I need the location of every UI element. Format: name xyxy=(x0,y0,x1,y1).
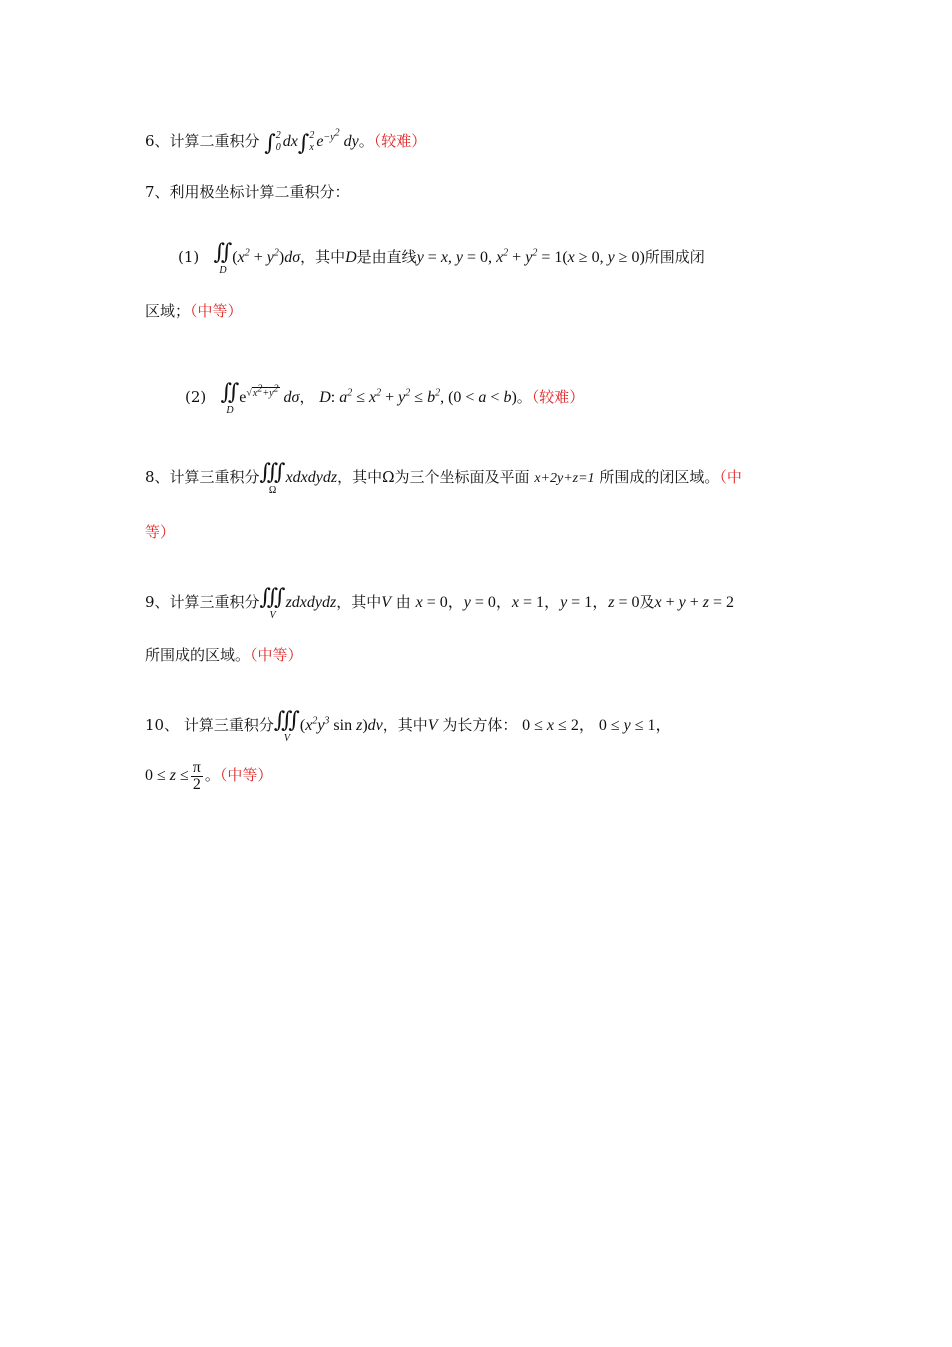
question-7-part-1 xyxy=(178,240,705,276)
q8-triple-integral: ∭ Ω xyxy=(259,459,286,496)
question-10-line-2 xyxy=(145,760,272,793)
q9-and: 及 xyxy=(639,593,655,611)
q6-prefix: 6、计算二重积分 xyxy=(145,132,260,150)
q10-difficulty-tag: （中等） xyxy=(219,766,273,785)
question-10 xyxy=(145,708,672,744)
q7-p2-label: (2) xyxy=(185,388,207,406)
q8-mid: ，其中Ω为三个坐标面及平面 xyxy=(337,468,530,486)
q7-p2-double-integral: ∬ D xyxy=(220,379,240,416)
q7-p1-d: D xyxy=(345,249,357,266)
question-9 xyxy=(145,585,734,621)
q6-end: 。 xyxy=(358,132,374,150)
q6-difficulty-tag: （较难） xyxy=(373,132,427,150)
q10-bounds-xy: 0 ≤ x ≤ 2， 0 ≤ y ≤ 1， xyxy=(522,717,672,734)
q10-triple-integral: ∭ V xyxy=(273,707,300,744)
q8-plane: x+2y+z=1 xyxy=(534,471,595,486)
q9-mid: ，其中 xyxy=(336,593,382,611)
q9-plane: x + y + z = 2 xyxy=(654,594,735,611)
q7-p2-condition: : $a^2 \le x^2 + y^2 \le b^2$, (0 < a < b) xyxy=(330,387,517,406)
q8-difficulty-tag-1: （中 xyxy=(719,468,742,486)
q10-mid: ，其中 xyxy=(382,716,428,734)
question-9-line-2 xyxy=(145,644,303,666)
q8-prefix: 8、计算三重积分 xyxy=(145,468,260,486)
q10-prefix: 10、 计算三重积分 xyxy=(145,716,274,734)
question-7-part-1-line-2 xyxy=(145,300,243,322)
q9-line2: 所围成的区域。 xyxy=(145,646,251,664)
q7-p1-label: (1) xyxy=(178,248,200,266)
q10-rest: 为长方体： xyxy=(442,716,518,734)
question-8 xyxy=(145,460,742,496)
q9-bounds: x = 0，y = 0，x = 1，y = 1，z = 0 xyxy=(415,594,640,611)
q8-integrand: xdxdydz xyxy=(285,469,338,486)
q9-v: V xyxy=(381,594,392,611)
q10-bounds-z: 0 ≤ z ≤ $\frac{\pi}{2}$ xyxy=(145,759,201,793)
q10-v: V xyxy=(427,717,438,734)
question-6 xyxy=(145,127,427,156)
question-7-part-2 xyxy=(185,380,584,416)
q6-integral-expression: ∫ 2 0 dx∫ 2 x $e^{-y^2}$ dy xyxy=(264,127,359,156)
q7-p1-line2: 区域； xyxy=(145,302,191,320)
q10-integrand: ($x^2y^3$ sin z)dv xyxy=(299,715,383,734)
q7-p2-domain: D xyxy=(319,389,331,406)
question-7-title: 7、利用极坐标计算二重积分： xyxy=(145,183,350,201)
q7-p1-end: 所围成闭 xyxy=(644,248,705,266)
q7-p1-difficulty-tag: （中等） xyxy=(190,302,243,320)
q9-integrand: zdxdydz xyxy=(285,594,337,611)
q8-difficulty-tag-2: 等） xyxy=(145,523,176,541)
q7-p1-curve: 是由直线 xyxy=(356,248,417,266)
q7-p2-end: 。 xyxy=(516,388,532,406)
q8-end: 所围成的闭区域。 xyxy=(599,468,720,486)
q10-end: 。 xyxy=(204,766,220,785)
q9-difficulty-tag: （中等） xyxy=(250,646,303,664)
q9-by: 由 xyxy=(395,593,411,611)
q7-p1-double-integral: ∬ D xyxy=(213,239,233,276)
q9-prefix: 9、计算三重积分 xyxy=(145,593,260,611)
q7-p2-integrand: $e^{√x^2+y^2}$ dσ xyxy=(239,383,300,406)
q7-p1-integrand: $(x^2 + y^2)d\sigma$ xyxy=(232,247,301,266)
q9-triple-integral: ∭ V xyxy=(259,584,286,621)
q7-p1-text-mid: ，其中 xyxy=(300,248,346,266)
q7-p1-region-equations: y = x, y = 0, $x^2 + y^2 = 1(x \ge 0$, y ≥ 0) xyxy=(416,247,645,266)
q7-p2-sep: ， xyxy=(299,388,315,406)
q7-p2-difficulty-tag: （较难） xyxy=(531,388,585,406)
